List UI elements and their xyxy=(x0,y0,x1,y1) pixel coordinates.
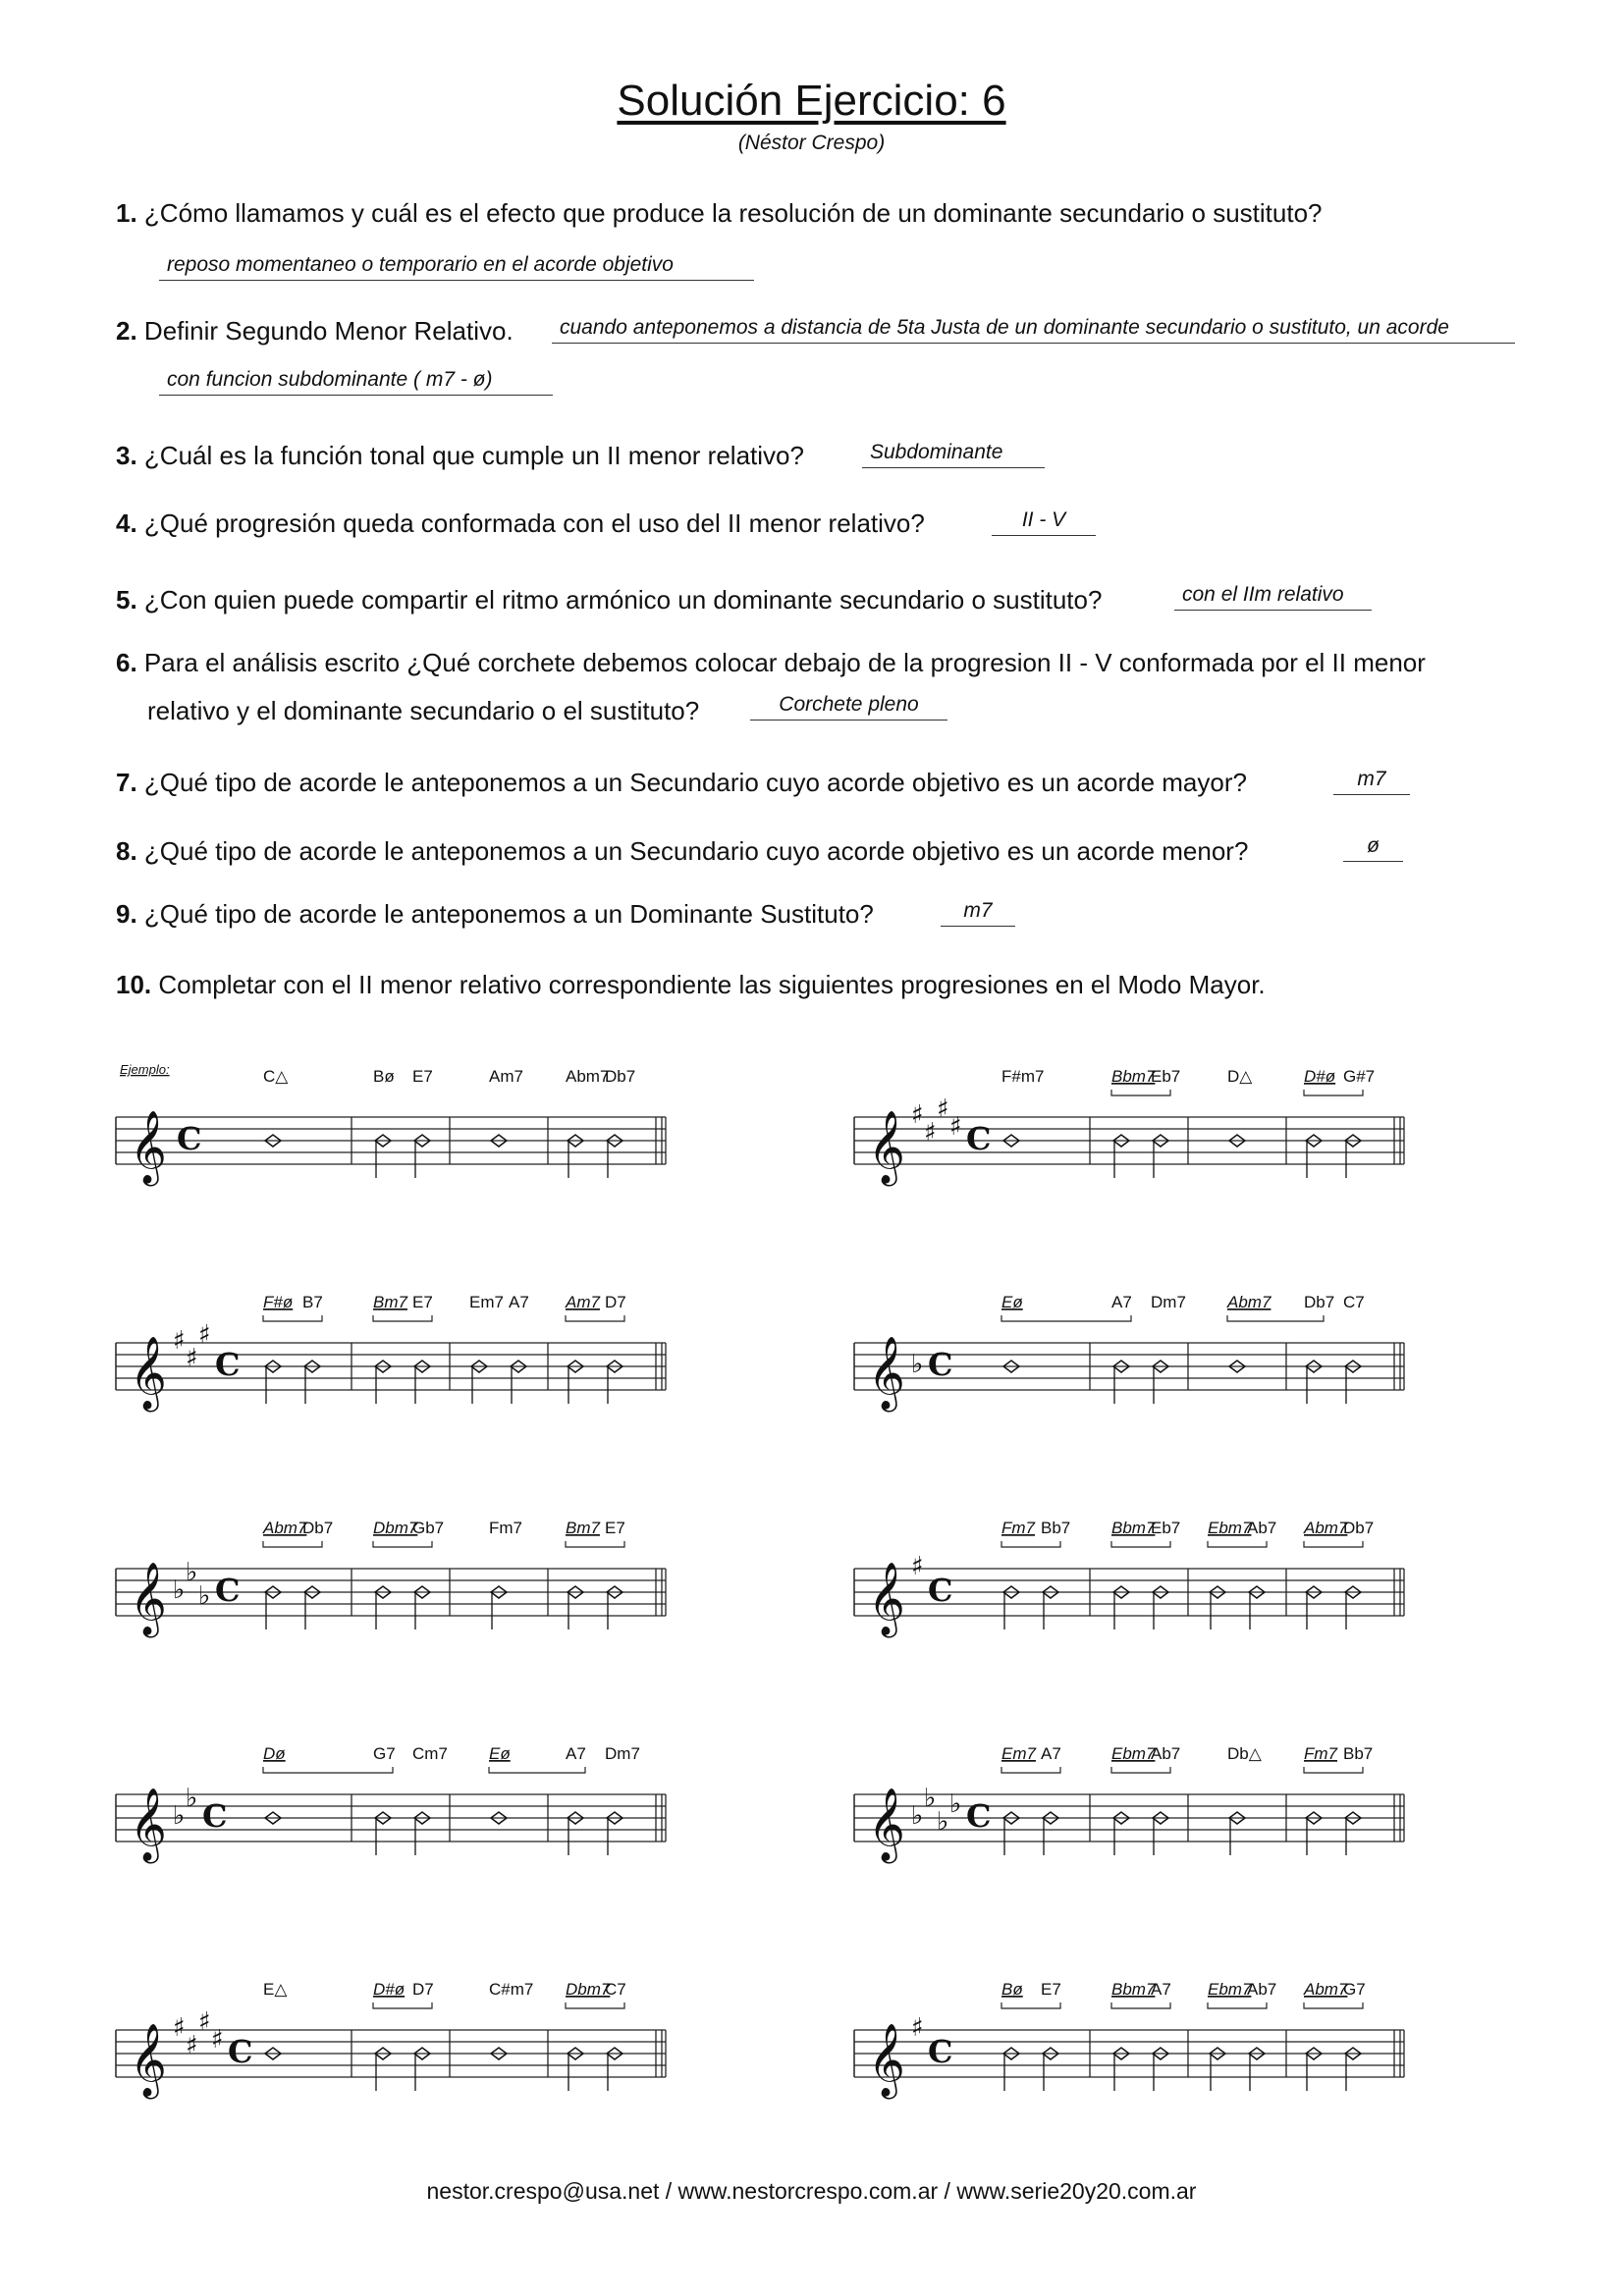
question-2 xyxy=(116,316,514,347)
chord-symbol-answer: Abm7 xyxy=(1227,1293,1271,1311)
flat-icon: ♭ xyxy=(186,1558,198,1587)
chord-symbol: C△ xyxy=(263,1067,289,1086)
chord-symbol: E7 xyxy=(412,1067,433,1086)
answer-1: reposo momentaneo o temporario en el acorde objetivo xyxy=(159,253,754,281)
chord-symbol-answer: Abm7 xyxy=(263,1519,307,1537)
sharp-icon: ♯ xyxy=(198,2007,211,2037)
question-number: 7. xyxy=(116,768,137,797)
chord-symbol-answer: Fm7 xyxy=(1001,1519,1035,1537)
staff-2 xyxy=(854,1060,1532,1207)
chord-symbol: Eb7 xyxy=(1151,1067,1181,1086)
chord-symbol-answer: Dbm7 xyxy=(566,1980,611,1999)
common-time-icon: C xyxy=(966,1797,992,1835)
answer-4: II - V xyxy=(992,508,1096,536)
treble-clef-icon: 𝄞 xyxy=(130,1563,167,1635)
chord-symbol: Eb7 xyxy=(1151,1519,1181,1537)
flat-icon: ♭ xyxy=(173,1801,186,1831)
chord-symbol: A7 xyxy=(566,1744,586,1763)
chord-symbol-answer: D#ø xyxy=(373,1980,406,1999)
ii-v-bracket xyxy=(1001,1767,1060,1773)
staff-svg xyxy=(854,1060,1532,1207)
chord-symbol: Bb7 xyxy=(1343,1744,1374,1763)
common-time-icon: C xyxy=(928,1572,953,1609)
ii-v-bracket xyxy=(1111,1541,1170,1547)
ii-v-bracket xyxy=(1304,1767,1363,1773)
ii-v-bracket xyxy=(1304,1090,1363,1095)
chord-symbol: Bb7 xyxy=(1041,1519,1071,1537)
treble-clef-icon: 𝄞 xyxy=(130,1111,167,1184)
flat-icon: ♭ xyxy=(924,1784,937,1813)
common-time-icon: C xyxy=(215,1346,241,1383)
staff-5 xyxy=(116,1512,793,1659)
flat-icon: ♭ xyxy=(911,1350,924,1379)
treble-clef-icon: 𝄞 xyxy=(868,1337,905,1410)
common-time-icon: C xyxy=(966,1120,992,1157)
answer-5: con el IIm relativo xyxy=(1174,583,1372,611)
chord-symbol: Db△ xyxy=(1227,1744,1262,1763)
example-label: Ejemplo: xyxy=(120,1062,170,1077)
chord-symbol-answer: Eø xyxy=(489,1744,511,1763)
chord-symbol: Am7 xyxy=(489,1067,523,1086)
question-text: ¿Con quien puede compartir el ritmo armónico un dominante secundario o sustituto? xyxy=(143,585,1103,614)
staff-svg xyxy=(116,1286,793,1433)
question-number: 8. xyxy=(116,836,137,866)
ii-v-bracket xyxy=(1111,2002,1170,2008)
staff-10 xyxy=(854,1973,1532,2120)
ii-v-bracket xyxy=(1304,1541,1363,1547)
chord-symbol-answer: Dø xyxy=(263,1744,286,1763)
question-number: 4. xyxy=(116,508,137,538)
ii-v-bracket xyxy=(263,1315,322,1321)
answer-7: m7 xyxy=(1333,768,1410,795)
staff-9 xyxy=(116,1973,793,2120)
chord-symbol-answer: F#ø xyxy=(263,1293,294,1311)
chord-symbol: G7 xyxy=(373,1744,396,1763)
chord-symbol: Ab7 xyxy=(1151,1744,1181,1763)
question-number: 3. xyxy=(116,441,137,470)
chord-symbol: C#m7 xyxy=(489,1980,534,1999)
answer-9: m7 xyxy=(941,899,1015,927)
staff-svg xyxy=(116,1737,793,1885)
treble-clef-icon: 𝄞 xyxy=(130,1789,167,1861)
chord-symbol: C7 xyxy=(605,1980,626,1999)
chord-symbol: Gb7 xyxy=(412,1519,445,1537)
flat-icon: ♭ xyxy=(186,1784,198,1813)
staff-6 xyxy=(854,1512,1532,1659)
ii-v-bracket xyxy=(1001,1315,1131,1321)
flat-icon: ♭ xyxy=(198,1581,211,1611)
treble-clef-icon: 𝄞 xyxy=(130,2024,167,2097)
treble-clef-icon: 𝄞 xyxy=(868,1789,905,1861)
flat-icon: ♭ xyxy=(911,1801,924,1831)
chord-symbol-answer: Am7 xyxy=(566,1293,600,1311)
question-text: ¿Cómo llamamos y cuál es el efecto que produce la resolución de un dominante secundario o sustituto? xyxy=(143,198,1323,228)
chord-symbol: A7 xyxy=(1151,1980,1171,1999)
staff-svg xyxy=(854,1973,1532,2120)
staff-svg xyxy=(116,1060,793,1207)
chord-symbol-answer: Dbm7 xyxy=(373,1519,418,1537)
chord-symbol: Db7 xyxy=(605,1067,636,1086)
chord-symbol: Ab7 xyxy=(1247,1980,1277,1999)
chord-symbol: Db7 xyxy=(1304,1293,1335,1311)
chord-symbol: G#7 xyxy=(1343,1067,1376,1086)
treble-clef-icon: 𝄞 xyxy=(868,1111,905,1184)
staff-4 xyxy=(854,1286,1532,1433)
chord-symbol-answer: Fm7 xyxy=(1304,1744,1337,1763)
common-time-icon: C xyxy=(215,1572,241,1609)
ii-v-bracket xyxy=(1208,2002,1267,2008)
chord-symbol: E7 xyxy=(412,1293,433,1311)
chord-symbol: G7 xyxy=(1343,1980,1366,1999)
chord-symbol-answer: Abm7 xyxy=(1304,1980,1348,1999)
ii-v-bracket xyxy=(263,1767,393,1773)
answer-2: cuando anteponemos a distancia de 5ta Justa de un dominante secundario o sustituto, un acorde xyxy=(552,316,1515,344)
ii-v-bracket xyxy=(373,1541,432,1547)
staff-svg xyxy=(854,1737,1532,1885)
chord-symbol: Ab7 xyxy=(1247,1519,1277,1537)
question-text: ¿Qué tipo de acorde le anteponemos a un Dominante Sustituto? xyxy=(143,899,874,929)
sharp-icon: ♯ xyxy=(911,2013,924,2043)
question-3 xyxy=(116,441,804,471)
chord-symbol-answer: Bø xyxy=(1001,1980,1023,1999)
chord-symbol: Fm7 xyxy=(489,1519,522,1537)
question-text: ¿Cuál es la función tonal que cumple un II menor relativo? xyxy=(143,441,804,470)
question-number: 6. xyxy=(116,648,137,677)
chord-symbol-answer: Ebm7 xyxy=(1208,1519,1252,1537)
question-text: ¿Qué tipo de acorde le anteponemos a un Secundario cuyo acorde objetivo es un acorde mayor? xyxy=(143,768,1247,797)
question-1 xyxy=(116,198,1323,229)
ii-v-bracket xyxy=(263,1541,322,1547)
staff-svg xyxy=(854,1286,1532,1433)
chord-symbol: Dm7 xyxy=(1151,1293,1186,1311)
ii-v-bracket xyxy=(566,1541,624,1547)
ii-v-bracket xyxy=(1001,1541,1060,1547)
chord-symbol: F#m7 xyxy=(1001,1067,1045,1086)
staff-svg xyxy=(116,1973,793,2120)
answer-8: ø xyxy=(1343,834,1403,862)
chord-symbol: B7 xyxy=(302,1293,323,1311)
chord-symbol: Em7 xyxy=(469,1293,504,1311)
flat-icon: ♭ xyxy=(173,1575,186,1605)
chord-symbol: C7 xyxy=(1343,1293,1365,1311)
staff-svg xyxy=(116,1512,793,1659)
ii-v-bracket xyxy=(489,1767,585,1773)
chord-symbol-answer: Em7 xyxy=(1001,1744,1036,1763)
question-9 xyxy=(116,899,874,930)
question-number: 1. xyxy=(116,198,137,228)
sharp-icon: ♯ xyxy=(173,2013,186,2043)
chord-symbol: E7 xyxy=(605,1519,625,1537)
answer-2-continued: con funcion subdominante ( m7 - ø) xyxy=(159,368,553,396)
sharp-icon: ♯ xyxy=(924,1118,937,1148)
footer-links: nestor.crespo@usa.net / www.nestorcrespo.com.ar / www.serie20y20.com.ar xyxy=(426,2178,1197,2204)
treble-clef-icon: 𝄞 xyxy=(130,1337,167,1410)
chord-symbol-answer: Bbm7 xyxy=(1111,1980,1156,1999)
sharp-icon: ♯ xyxy=(186,1344,198,1373)
common-time-icon: C xyxy=(928,1346,953,1383)
question-text: Completar con el II menor relativo correspondiente las siguientes progresiones en el Modo Mayor. xyxy=(158,970,1266,999)
question-8 xyxy=(116,836,1248,867)
chord-symbol: Dm7 xyxy=(605,1744,640,1763)
chord-symbol: Cm7 xyxy=(412,1744,448,1763)
staff-svg xyxy=(854,1512,1532,1659)
answer-3: Subdominante xyxy=(862,441,1045,468)
ii-v-bracket xyxy=(1227,1315,1324,1321)
chord-symbol: Bø xyxy=(373,1067,395,1086)
chord-symbol: D7 xyxy=(605,1293,626,1311)
common-time-icon: C xyxy=(928,2033,953,2070)
question-6 xyxy=(116,648,1426,678)
staff-7 xyxy=(116,1737,793,1885)
ii-v-bracket xyxy=(1111,1767,1170,1773)
chord-symbol-answer: Abm7 xyxy=(1304,1519,1348,1537)
treble-clef-icon: 𝄞 xyxy=(868,2024,905,2097)
common-time-icon: C xyxy=(177,1120,202,1157)
ii-v-bracket xyxy=(1208,1541,1267,1547)
question-10 xyxy=(116,970,1266,1000)
sharp-icon: ♯ xyxy=(937,1095,949,1124)
chord-symbol: Db7 xyxy=(1343,1519,1375,1537)
common-time-icon: C xyxy=(202,1797,228,1835)
question-text: ¿Qué tipo de acorde le anteponemos a un Secundario cuyo acorde objetivo es un acorde menor? xyxy=(143,836,1249,866)
answer-6: Corchete pleno xyxy=(750,693,947,721)
page-title: Solución Ejercicio: 6 xyxy=(617,77,1006,125)
author: (Néstor Crespo) xyxy=(737,132,886,154)
chord-symbol-answer: Bm7 xyxy=(373,1293,407,1311)
sharp-icon: ♯ xyxy=(173,1326,186,1356)
chord-symbol: Db7 xyxy=(302,1519,334,1537)
chord-symbol: E7 xyxy=(1041,1980,1061,1999)
ii-v-bracket xyxy=(373,1315,432,1321)
treble-clef-icon: 𝄞 xyxy=(868,1563,905,1635)
question-6-continued: relativo y el dominante secundario o el sustituto? xyxy=(147,696,700,725)
sharp-icon: ♯ xyxy=(198,1320,211,1350)
chord-symbol-answer: Ebm7 xyxy=(1208,1980,1252,1999)
flat-icon: ♭ xyxy=(937,1807,949,1837)
question-7 xyxy=(116,768,1247,798)
ii-v-bracket xyxy=(1111,1090,1170,1095)
question-number: 5. xyxy=(116,585,137,614)
chord-symbol-answer: Eø xyxy=(1001,1293,1023,1311)
chord-symbol: Abm7 xyxy=(566,1067,610,1086)
staff-8 xyxy=(854,1737,1532,1885)
ii-v-bracket xyxy=(566,2002,624,2008)
question-4 xyxy=(116,508,925,539)
ii-v-bracket xyxy=(1001,2002,1060,2008)
chord-symbol: E△ xyxy=(263,1980,288,1999)
question-text: Para el análisis escrito ¿Qué corchete debemos colocar debajo de la progresion II - V conformada por el II menor xyxy=(143,648,1426,677)
chord-symbol: D△ xyxy=(1227,1067,1253,1086)
flat-icon: ♭ xyxy=(949,1789,962,1819)
ii-v-bracket xyxy=(1304,2002,1363,2008)
chord-symbol: D7 xyxy=(412,1980,434,1999)
sharp-icon: ♯ xyxy=(949,1112,962,1142)
sharp-icon: ♯ xyxy=(211,2025,224,2055)
question-number: 9. xyxy=(116,899,137,929)
chord-symbol-answer: Bbm7 xyxy=(1111,1067,1156,1086)
chord-symbol-answer: Bbm7 xyxy=(1111,1519,1156,1537)
common-time-icon: C xyxy=(228,2033,253,2070)
question-5 xyxy=(116,585,1102,615)
chord-symbol-answer: Bm7 xyxy=(566,1519,600,1537)
question-number: 2. xyxy=(116,316,137,346)
ii-v-bracket xyxy=(373,2002,432,2008)
question-text: Definir Segundo Menor Relativo. xyxy=(143,316,514,346)
staff-3 xyxy=(116,1286,793,1433)
chord-symbol: A7 xyxy=(1111,1293,1132,1311)
chord-symbol-answer: Ebm7 xyxy=(1111,1744,1156,1763)
chord-symbol: A7 xyxy=(509,1293,529,1311)
chord-symbol: A7 xyxy=(1041,1744,1061,1763)
sharp-icon: ♯ xyxy=(911,1100,924,1130)
ii-v-bracket xyxy=(566,1315,624,1321)
chord-symbol-answer: D#ø xyxy=(1304,1067,1336,1086)
sharp-icon: ♯ xyxy=(186,2031,198,2060)
question-number: 10. xyxy=(116,970,152,999)
staff-1 xyxy=(116,1060,793,1207)
question-text: ¿Qué progresión queda conformada con el uso del II menor relativo? xyxy=(143,508,925,538)
sharp-icon: ♯ xyxy=(911,1552,924,1581)
